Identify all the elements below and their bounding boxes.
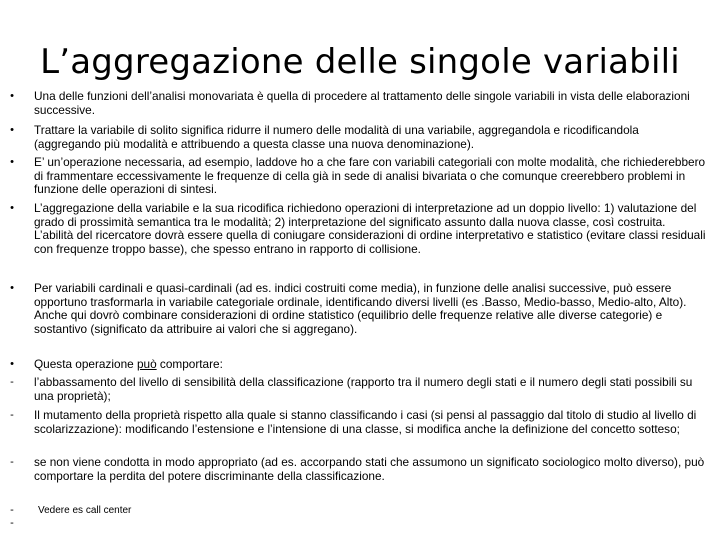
dash-text: Il mutamento della proprietà rispetto alla quale si stanno classificando i casi (si pensi al passaggio dal titolo di studio al livello di scolarizzazione): modificando l’estensione e l’intensione di una classe, si modifica anche la definizione del concetto sotteso;: [34, 408, 697, 436]
dash-marker: -: [10, 504, 14, 516]
bullet-text: L’aggregazione della variabile e la sua ricodifica richiedono operazioni di interpretazione ad un doppio livello: 1) valutazione del grado di prossimità semantica tra le modalità; 2) interpretazione del significato assunto dalla nuova classe, così costruita. L’abilità del ricercatore dovrà essere quella di coniugare considerazioni di ordine interpretativo e statistico (evitare classi residuali con frequenze troppo basse), che spesso entrano in rapporto di collisione.: [34, 201, 706, 256]
bullet-marker: •: [10, 358, 14, 370]
bullet-text: Per variabili cardinali e quasi-cardinali (ad es. indici costruiti come media), in funzione delle analisi successive, può essere opportuno trasformarla in variabile categoriale ordinale, identificando diversi livelli (es .Basso, Medio-basso, Medio-alto, Alto). Anche qui dovrò combinare considerazioni di ordine statistico (equilibrio delle frequenze relative alle diverse categorie) e sostantivo (significato da attribuire ai valori che si aggregano).: [34, 281, 687, 336]
bullet-text: Una delle funzioni dell’analisi monovariata è quella di procedere al trattamento delle singole variabili in vista delle elaborazioni successive.: [34, 89, 690, 117]
dash-text: se non viene condotta in modo appropriato (ad es. accorpando stati che assumono un significato sociologico molto diverso), può comportare la perdita del potere discriminante della classificazione.: [34, 455, 705, 483]
bullet-marker: •: [10, 282, 14, 294]
bullet-marker: •: [10, 202, 14, 214]
dash-marker: -: [10, 376, 14, 388]
dash-marker: -: [10, 409, 14, 421]
dash-marker: -: [10, 456, 14, 468]
intro-text: [34, 358, 706, 372]
intro-underlined: può: [136, 357, 157, 371]
dash-marker: -: [10, 517, 14, 529]
intro-after: comportare:: [156, 357, 223, 371]
bullet-text: E’ un’operazione necessaria, ad esempio, laddove ho a che fare con variabili categoriali con molte modalità, che richiederebbero di frammentare eccessivamente le frequenze di cella già in sede di analisi bivariata o che comunque creerebbero problemi in funzione delle operazioni di sintesi.: [34, 155, 706, 196]
bullet-marker: •: [10, 156, 14, 168]
bullet-marker: •: [10, 90, 14, 102]
bullet-text: Trattare la variabile di solito significa ridurre il numero delle modalità di una variabile, aggregandola e ricodificandola (aggregando più modalità e attribuendo a questa classe una nuova denominazione).: [34, 123, 639, 151]
note-text: Vedere es call center: [38, 505, 132, 516]
bullet-marker: •: [10, 124, 14, 136]
intro-before: Questa operazione: [34, 357, 137, 371]
slide-title: L’aggregazione delle singole variabili: [40, 42, 680, 82]
dash-text: l’abbassamento del livello di sensibilità della classificazione (rapporto tra il numero degli stati e il numero degli stati possibili su una proprietà);: [34, 375, 693, 403]
